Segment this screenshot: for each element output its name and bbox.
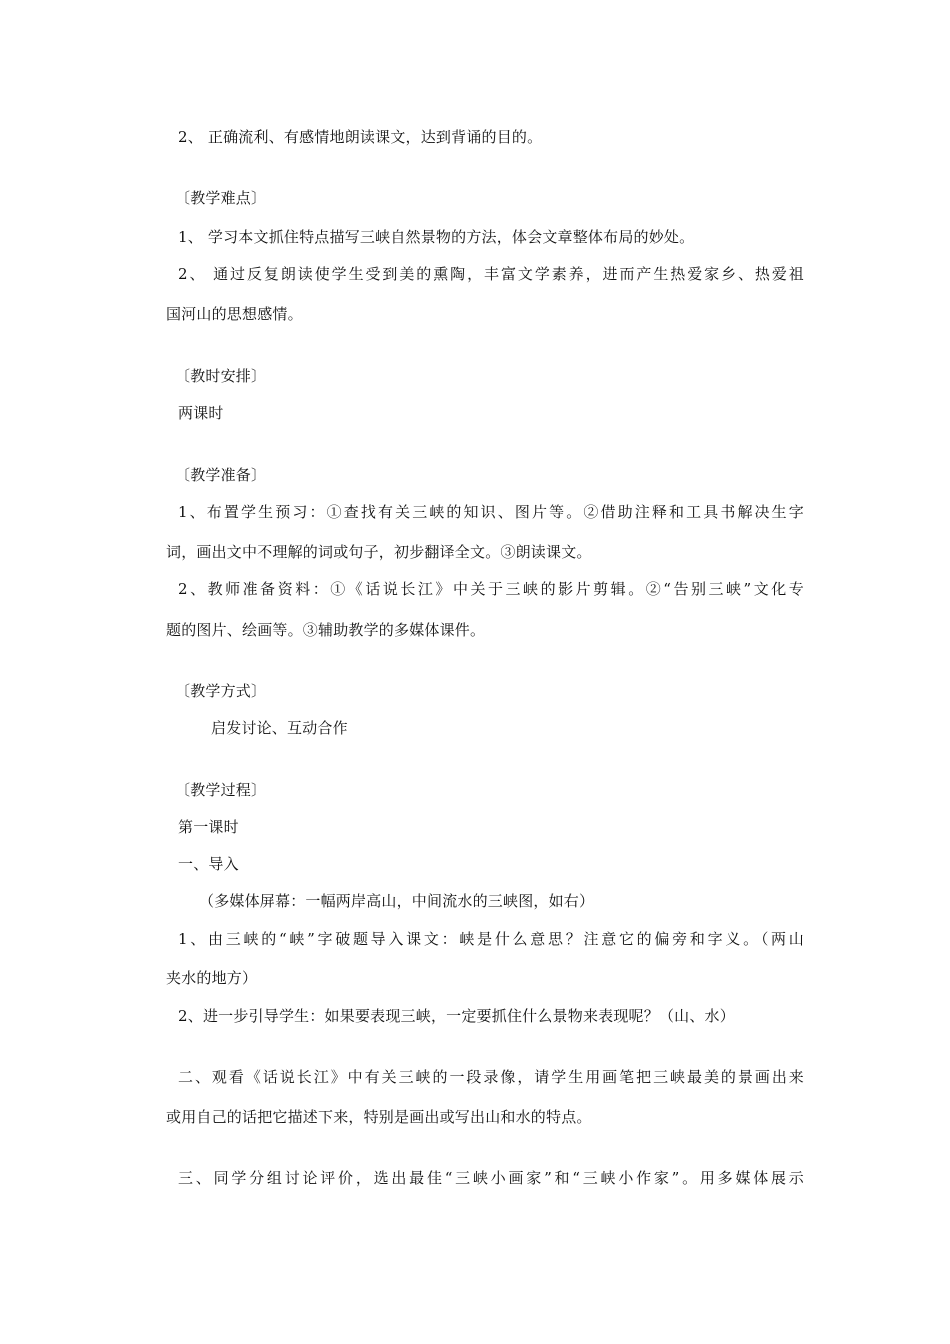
section-heading-method: 〔教学方式〕 (175, 682, 267, 700)
preparation-item-1-cont: 词，画出文中不理解的词或句子，初步翻译全文。③朗读课文。 (166, 543, 592, 561)
step-two-cont: 或用自己的话把它描述下来，特别是画出或写出山和水的特点。 (166, 1108, 592, 1126)
section-heading-difficulties: 〔教学难点〕 (175, 189, 267, 207)
section-heading-process: 〔教学过程〕 (175, 781, 267, 799)
intro-item-2: 2、进一步引导学生：如果要表现三峡，一定要抓住什么景物来表现呢？（山、水） (178, 1007, 735, 1025)
section-heading-preparation: 〔教学准备〕 (175, 466, 267, 484)
intro-item-1: 1、由三峡的“峡”字破题导入课文：峡是什么意思？注意它的偏旁和字义。（两山 (178, 930, 804, 948)
difficulty-item-1: 1、 学习本文抓住特点描写三峡自然景物的方法，体会文章整体布局的妙处。 (178, 228, 695, 246)
preparation-item-2-cont: 题的图片、绘画等。③辅助教学的多媒体课件。 (166, 621, 486, 639)
step-two: 二、观看《话说长江》中有关三峡的一段录像，请学生用画笔把三峡最美的景画出来 (178, 1068, 804, 1086)
preparation-item-1: 1、布置学生预习：①查找有关三峡的知识、图片等。②借助注释和工具书解决生字 (178, 503, 804, 521)
intro-item-1-cont: 夹水的地方） (166, 969, 258, 987)
section-heading-schedule: 〔教时安排〕 (175, 367, 267, 385)
preparation-item-2: 2、教师准备资料：①《话说长江》中关于三峡的影片剪辑。②“告别三峡”文化专 (178, 580, 804, 598)
difficulty-item-2-cont: 国河山的思想感情。 (166, 305, 303, 323)
schedule-text: 两课时 (178, 404, 224, 422)
difficulty-item-2: 2、 通过反复朗读使学生受到美的熏陶，丰富文学素养，进而产生热爱家乡、热爱祖 (178, 265, 804, 283)
step-intro: 一、导入 (178, 855, 239, 873)
objective-item-2: 2、 正确流利、有感情地朗读课文，达到背诵的目的。 (178, 128, 543, 146)
step-three: 三、同学分组讨论评价，选出最佳“三峡小画家”和“三峡小作家”。用多媒体展示 (178, 1169, 804, 1187)
lesson-one-title: 第一课时 (178, 818, 239, 836)
method-text: 启发讨论、互动合作 (211, 719, 348, 737)
multimedia-note: （多媒体屏幕：一幅两岸高山，中间流水的三峡图，如右） (199, 892, 595, 910)
